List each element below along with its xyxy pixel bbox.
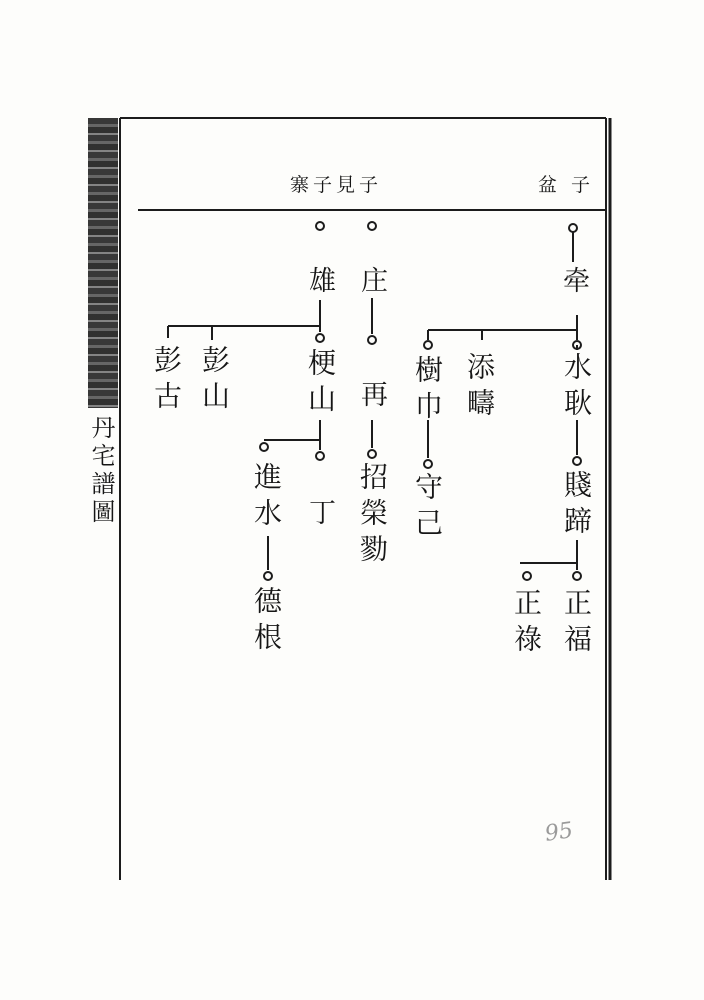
person-son-left: 梗山 xyxy=(304,348,337,420)
person-son-right: 水耿 xyxy=(560,352,593,424)
person-grandson-middle: 招榮勠 xyxy=(356,462,389,570)
person-other-son-1: 彭山 xyxy=(198,345,231,417)
page-mark: 95 xyxy=(543,818,575,847)
person-root-right: 牵 xyxy=(558,266,589,298)
header-label-left: 寨子見子 xyxy=(290,174,383,196)
person-grandson-right: 賤蹄 xyxy=(560,470,593,542)
person-third-son-right: 樹巾 xyxy=(411,355,444,427)
person-great-grandson-1: 正福 xyxy=(560,588,593,660)
person-third-son-child: 守己 xyxy=(411,472,444,544)
person-root-middle: 庄 xyxy=(356,266,387,298)
person-great-grandson-2: 正祿 xyxy=(510,588,543,660)
person-other-son-2: 彭古 xyxy=(150,345,183,417)
person-great-grandson-left: 德根 xyxy=(250,586,283,658)
person-son-middle: 再 xyxy=(356,380,387,412)
person-other-grandson-left: 進水 xyxy=(250,462,283,534)
person-root-left: 雄 xyxy=(304,266,335,298)
person-grandson-left: 丁 xyxy=(304,498,335,530)
person-second-son-right: 添疇 xyxy=(463,352,496,424)
header-label-right: 盆 子 xyxy=(538,174,595,196)
spine-title: 丹宅譜圖 xyxy=(87,415,115,527)
